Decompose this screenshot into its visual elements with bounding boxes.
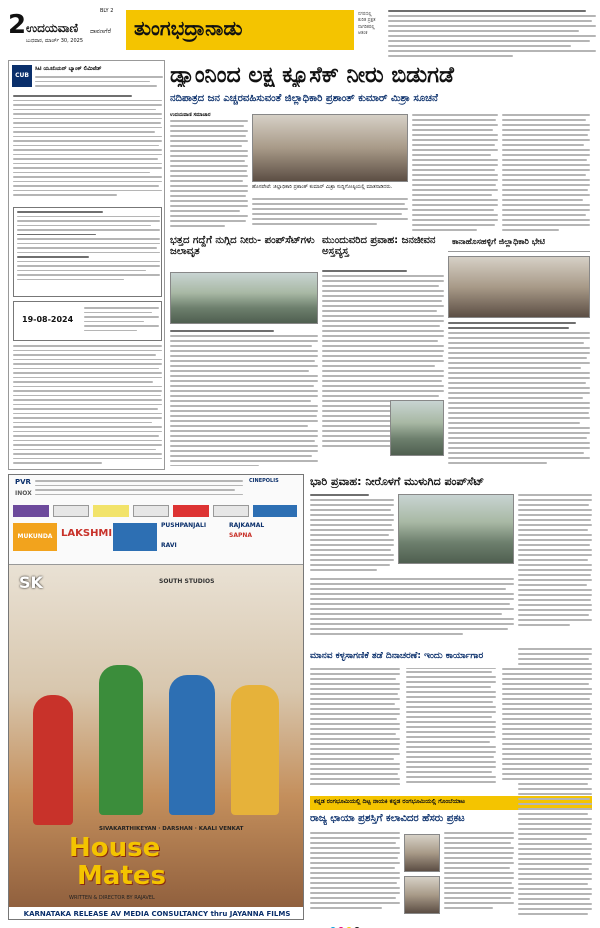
- dc-visit-headline: ಕಾನಾಹೊಸಹಳ್ಳಿಗೆ ಜಿಲ್ಲಾಧಿಕಾರಿ ಭೇಟಿ: [452, 237, 546, 246]
- flood-pumps-photo: [170, 272, 318, 324]
- theater-ravi: RAVI: [161, 542, 177, 549]
- movie-release-line: KARNATAKA RELEASE AV MEDIA CONSULTANCY thru JAYANNA FILMS: [9, 907, 304, 920]
- brand-name: ಉದಯವಾಣಿ: [26, 21, 79, 35]
- bank-notice-header: [35, 76, 163, 92]
- award-col3: [518, 648, 592, 916]
- heavy-flow-col3: [310, 578, 514, 644]
- dc-visit-header: [448, 236, 590, 252]
- theater-rajkamal: RAJKAMAL: [229, 522, 265, 529]
- main-photo-caption: ಹೊಸಪೇಟೆ: ಜಿಲ್ಲಾಧಿಕಾರಿ ಪ್ರಶಾಂತ್ ಕುಮಾರ್ ಮಿಶ್ರಾ ಸುದ್ದಿಗೋಷ್ಠಿಯಲ್ಲಿ ಮಾತನಾಡಿದರು.: [252, 184, 393, 190]
- page-number: 2: [8, 10, 27, 40]
- main-headline: ಡ್ಯಾಂನಿಂದ ಲಕ್ಷ ಕ್ಯೂಸೆಕ್ ನೀರು ಬಿಡುಗಡೆ: [170, 64, 454, 88]
- mukunda-logo: MUKUNDA: [13, 523, 57, 551]
- theater-pushpanjali: PUSHPANJALI: [161, 522, 207, 529]
- edition-code: BLY 2: [100, 8, 114, 14]
- actor-figure-2: [99, 665, 143, 815]
- notice-date: 19-08-2024: [22, 315, 74, 324]
- dc-visit-text: [448, 322, 590, 468]
- heavy-flow-photo: [398, 494, 514, 564]
- award-headline: ರಾಜ್ಯ ಛಾಯಾ ಪ್ರಶಸ್ತಿಗೆ ಕಲಾವಿದರ ಹೆಸರು ಪ್ರಕಟ: [310, 814, 465, 824]
- city-name: ದಾವಣಗೆರೆ: [90, 28, 112, 35]
- movie-ad: [8, 474, 304, 920]
- main-story-col4: [502, 114, 590, 232]
- movie-cast: SIVAKARTHIKEYAN · DARSHAN · KAALI VENKAT: [99, 826, 244, 832]
- main-subheadline: ನದಿಪಾತ್ರದ ಜನ ಎಚ್ಚರವಹಿಸುವಂತೆ ಜಿಲ್ಲಾಧಿಕಾರಿ ಪ್ರಶಾಂತ್ ಕುಮಾರ್ ಮಿಶ್ರಾ ಸೂಚನೆ: [170, 94, 438, 104]
- heavy-flow-col2: [518, 494, 592, 644]
- bank-notice-table: [13, 207, 162, 297]
- section-title: ತುಂಗಭದ್ರಾನಾಡು: [134, 16, 243, 40]
- movie-title-line1: House: [69, 833, 161, 863]
- movie-title-line2: Mates: [77, 861, 166, 891]
- award-photo-2: [404, 876, 440, 914]
- bank-notice-footer: [13, 345, 162, 467]
- notice-date-box: [13, 301, 162, 341]
- heavy-flow-col1: [310, 494, 394, 576]
- theater-logos-row: [13, 505, 301, 519]
- bank-logo: CUB: [12, 65, 32, 87]
- theater-pvr: PVR: [15, 478, 31, 486]
- flow-continues-photo: [390, 400, 444, 456]
- theater-list-lines: [35, 480, 243, 504]
- bank-notice-body: [13, 95, 162, 205]
- flow-continues-headline: ಮುಂದುವರಿದ ಪ್ರವಾಹ: ಜನಜೀವನ ಅಸ್ತವ್ಯಸ್ತ: [322, 235, 436, 257]
- production-logo: SOUTH STUDIOS: [159, 578, 215, 585]
- dc-visit-photo: [448, 256, 590, 318]
- main-byline: ಉದಯವಾಣಿ ಸಮಾಚಾರ: [170, 112, 211, 118]
- award-col2: [444, 832, 514, 916]
- theater-cinepolis: CINEPOLIS: [249, 478, 279, 484]
- date-line: ಬುಧವಾರ, ಮಾರ್ಚ್ 30, 2025: [26, 38, 84, 44]
- vampiye-logo: [113, 523, 157, 551]
- flood-pumps-headline: ಭತ್ತದ ಗದ್ದೆಗೆ ನುಗ್ಗಿದ ನೀರು- ಪಂಪ್‌ಸೆಟ್‌ಗಳು ಜಲಾವೃತ: [170, 235, 315, 257]
- bank-name: ಸಿಟಿ ಯೂನಿಯನ್ ಬ್ಯಾಂಕ್ ಲಿಮಿಟೆಡ್: [35, 66, 102, 72]
- banner-strip-text: ಕನ್ನಡ ರಂಗಭೂಮಿಯಲ್ಲಿ ದಿಟ್ಟ ನಾಯಕಿ ಕನ್ನಡ ರಂಗಭೂಮಿಯಲ್ಲಿ ಗೊಂಬೆಯಾಟ: [314, 799, 465, 805]
- flood-pumps-text: [170, 330, 318, 466]
- theater-inox: INOX: [15, 490, 32, 497]
- theater-lakshmi: LAKSHMI: [61, 528, 113, 539]
- masthead-column-text: [388, 10, 596, 60]
- heavy-flow-headline: ಭಾರಿ ಪ್ರವಾಹ: ನೀರೊಳಗೆ ಮುಳುಗಿದ ಪಂಪ್‌ಸೆಟ್: [310, 476, 485, 488]
- masthead-sidebar: ನಗರದಲ್ಲಿ ಕುರಿತ ಪ್ರಕ್ಷತ ನಾಗರಿಕರಲ್ಲಿ ಆತಂಕ: [358, 12, 376, 36]
- bank-notice: [8, 60, 165, 470]
- actor-figure-4: [231, 685, 279, 815]
- registration-marks: [330, 918, 430, 926]
- main-story-photo: [252, 114, 408, 182]
- actor-figure-1: [33, 695, 73, 825]
- human-chain-headline: ಮಾನವ ಕಳ್ಳಸಾಗಣಿಕೆ ತಡೆ ದಿನಾಚರಣೆ: ಇಂದು ಕಾರ್ಯಾಗಾರ: [310, 652, 484, 661]
- main-story-col3: [412, 114, 498, 232]
- main-story-col1: [170, 120, 248, 230]
- actor-figure-3: [169, 675, 215, 815]
- award-col1: [310, 832, 400, 916]
- movie-director: WRITTEN & DIRECTOR BY RAJAVEL: [69, 895, 155, 901]
- main-story-col2: [252, 198, 408, 232]
- theater-sapna: SAPNA: [229, 532, 253, 539]
- masthead: [8, 8, 596, 62]
- section-banner: [126, 10, 354, 50]
- studio-logo: SK: [19, 573, 43, 592]
- award-photo-1: [404, 834, 440, 872]
- movie-poster: [9, 565, 304, 920]
- theater-strip: [9, 475, 304, 565]
